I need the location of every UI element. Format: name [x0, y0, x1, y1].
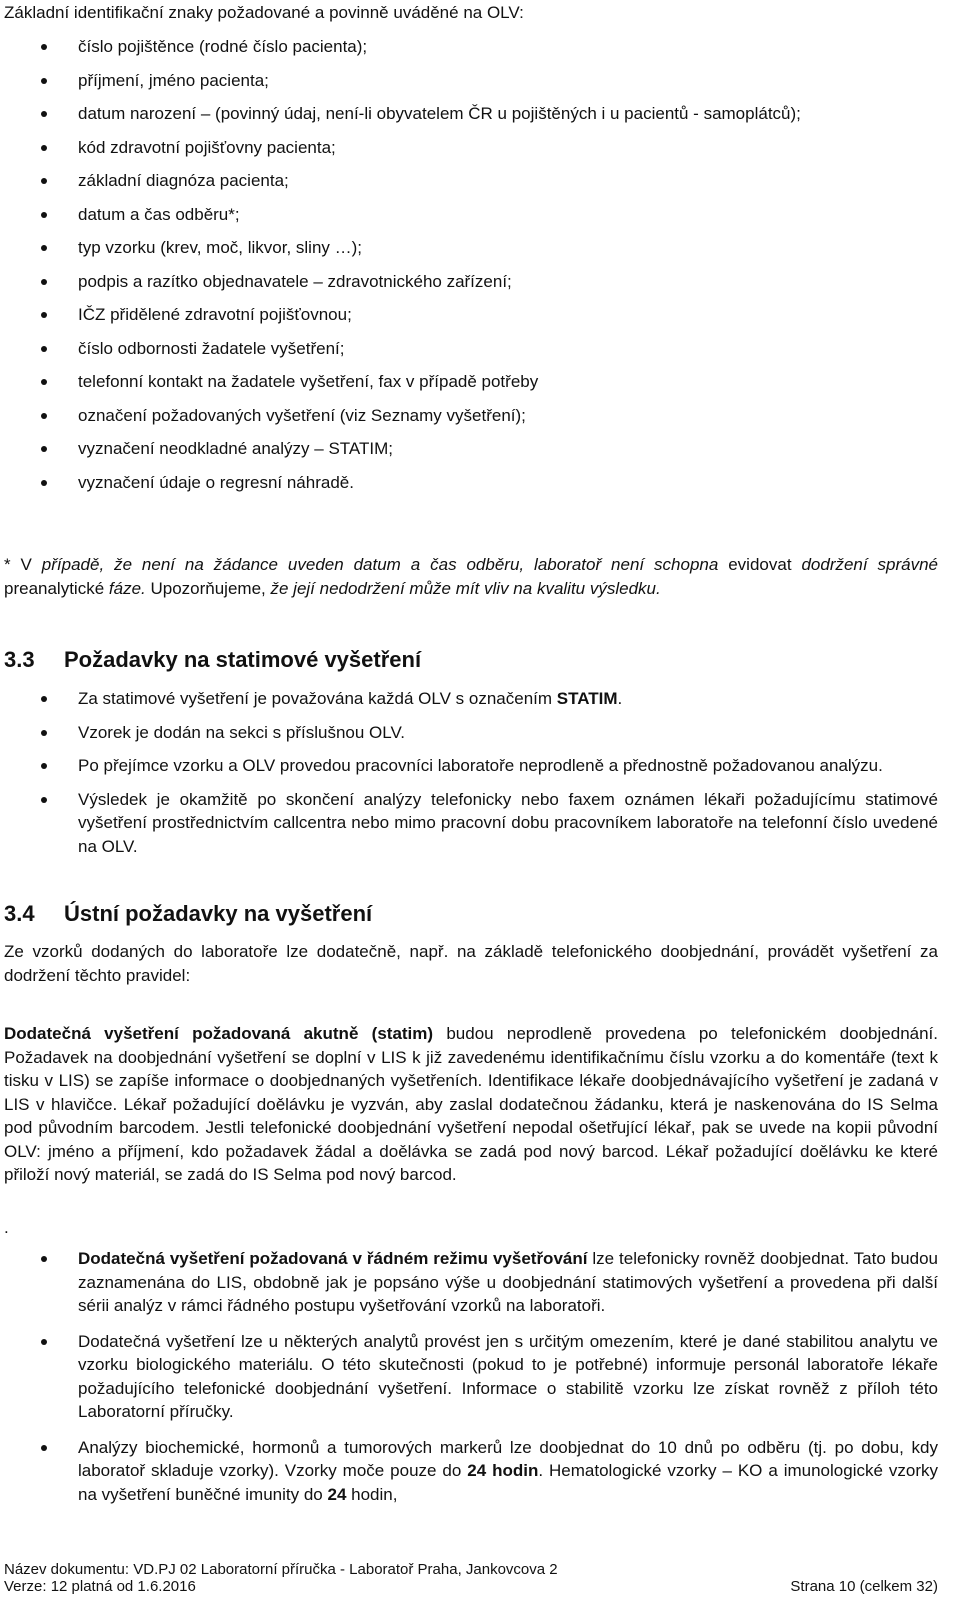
- paragraph-bold: Dodatečná vyšetření požadovaná akutně (statim): [4, 1024, 434, 1043]
- statim-footnote: [4, 553, 938, 600]
- note-part: preanalytické: [4, 578, 109, 598]
- item-text: Za statimové vyšetření je považována každá OLV s označením: [78, 689, 557, 708]
- stray-dot: .: [4, 1218, 9, 1237]
- section-number: 3.3: [4, 647, 35, 672]
- paragraph-text: budou neprodleně provedena po telefonickém doobjednání. Požadavek na doobjednání vyšetření se doplní v LIS k již zavedenému identifikačnímu číslu vzorku a do komentáře (text k tisku v LIS) se zapíše informace o doobjednaných vyšetřeních. Identifikace lékaře doobjednávajícího vyšetření je zadaná v LIS v hlavičce. Lékař požadující doělávku je vyzván, aby zaslal dodatečnou žádanku, která je naskenována do IS Selma pod původním barcodem. Jestli telefonické doobjednání vyšetření nepodal ošetřující lékař, pak se uvede na kopii původní OLV: jméno a příjmení, kdo požadavek žádal a doělávka se zadá pod nový barcod. Lékař požadující doělávku ke které přiloží nový materiál, se zadá do IS Selma pod nový barcod.: [4, 1024, 939, 1184]
- oral-requests-intro: Ze vzorků dodaných do laboratoře lze dodatečně, např. na základě telefonického doobjednání, provádět vyšetření za dodržení těchto pravidel:: [4, 942, 938, 985]
- list-item: Výsledek je okamžitě po skončení analýzy telefonicky nebo faxem oznámen lékaři požadujícímu statimové vyšetření prostřednictvím callcentra nebo mimo pracovní dobu pracovníkem laboratoře na telefonní číslo uvedené na OLV.: [4, 788, 938, 859]
- item-text: lze telefonicky rovněž doobjednat. Tato budou zaznamenána do LIS, obdobně jak je popsáno výše u doobjednání statimových vyšetření a provedena při další sérii analýz v rámci řádného postupu vyšetřování vzorků na laboratoři.: [78, 1249, 938, 1315]
- list-item: [4, 687, 938, 711]
- note-part: že její nedodržení může mít vliv na kvalitu výsledku.: [270, 578, 661, 598]
- list-item: telefonní kontakt na žadatele vyšetření, fax v případě potřeby: [4, 370, 938, 394]
- item-bold: 24: [327, 1484, 347, 1504]
- footer-page-number: Strana 10 (celkem 32): [790, 1578, 938, 1595]
- list-item: základní diagnóza pacienta;: [4, 169, 938, 193]
- list-item: číslo pojištěnce (rodné číslo pacienta);: [4, 35, 938, 59]
- section-heading-3-4: [4, 899, 372, 929]
- note-part: Upozorňujeme,: [145, 578, 271, 598]
- list-item: [4, 1436, 938, 1507]
- item-text: . Hematologické vzorky – KO a imunologické vzorky na vyšetření buněčné imunity do: [78, 1461, 938, 1504]
- note-part: dodržení správné: [801, 555, 938, 574]
- note-part: fáze.: [108, 578, 146, 598]
- section-heading-3-3: [4, 645, 421, 675]
- list-item: příjmení, jméno pacienta;: [4, 69, 938, 93]
- item-bold: STATIM: [556, 689, 618, 708]
- list-item: podpis a razítko objednavatele – zdravotnického zařízení;: [4, 270, 938, 294]
- note-part: případě, že není na žádance uveden datum a čas odběru, laboratoř není schopna: [41, 555, 719, 574]
- section-title: Ústní požadavky na vyšetření: [64, 901, 373, 926]
- list-item: datum a čas odběru*;: [4, 203, 938, 227]
- item-text: .: [617, 689, 623, 708]
- item-bold: 24 hodin: [467, 1461, 539, 1480]
- list-item: kód zdravotní pojišťovny pacienta;: [4, 136, 938, 160]
- list-item: typ vzorku (krev, moč, likvor, sliny …);: [4, 236, 938, 260]
- note-part: * V: [4, 555, 42, 574]
- list-item: vyznačení neodkladné analýzy – STATIM;: [4, 437, 938, 461]
- section-number: 3.4: [4, 901, 35, 926]
- footer-version: Verze: 12 platná od 1.6.2016: [4, 1578, 196, 1595]
- note-part: evidovat: [718, 555, 802, 574]
- list-item: Po přejímce vzorku a OLV provedou pracovníci laboratoře neprodleně a přednostně požadovanou analýzu.: [4, 754, 938, 778]
- statim-list: [4, 687, 938, 868]
- item-text: hodin,: [346, 1484, 398, 1504]
- item-bold: Dodatečná vyšetření požadovaná v řádném režimu vyšetřování: [78, 1249, 588, 1268]
- addon-rules-list: [4, 1247, 938, 1518]
- item-text: Analýzy biochemické, hormonů a tumorových markerů lze doobjednat do 10 dnů po odběru (tj. po dobu, kdy laboratoř skladuje vzorky). Vzorky moče pouze do: [78, 1437, 938, 1480]
- list-item: datum narození – (povinný údaj, není-li obyvatelem ČR u pojištěných i u pacientů - samoplátců);: [4, 102, 938, 126]
- page-footer: [4, 1561, 938, 1595]
- list-item: IČZ přidělené zdravotní pojišťovnou;: [4, 303, 938, 327]
- section-title: Požadavky na statimové vyšetření: [64, 647, 422, 672]
- list-item: označení požadovaných vyšetření (viz Seznamy vyšetření);: [4, 404, 938, 428]
- statim-addon-paragraph: [4, 1022, 938, 1187]
- list-item: vyznačení údaje o regresní náhradě.: [4, 471, 938, 495]
- list-item: [4, 1247, 938, 1318]
- list-item: Dodatečná vyšetření lze u některých analytů provést jen s určitým omezením, které je dané stabilitou analytu ve vzorku biologického materiálu. O této skutečnosti (pokud to je potřebné) informuje personál laboratoře lékaře požadujícího telefonické doobjednání vyšetření. Informace o stabilitě vzorku lze získat rovněž z příloh této Laboratorní příručky.: [4, 1330, 938, 1424]
- identification-list: [4, 35, 938, 504]
- list-item: Vzorek je dodán na sekci s příslušnou OLV.: [4, 721, 938, 745]
- identification-intro: Základní identifikační znaky požadované a povinně uváděné na OLV:: [4, 3, 524, 22]
- footer-document-name: Název dokumentu: VD.PJ 02 Laboratorní příručka - Laboratoř Praha, Jankovcova 2: [4, 1561, 558, 1578]
- footer-bottom-line: [4, 1578, 938, 1595]
- list-item: číslo odbornosti žadatele vyšetření;: [4, 337, 938, 361]
